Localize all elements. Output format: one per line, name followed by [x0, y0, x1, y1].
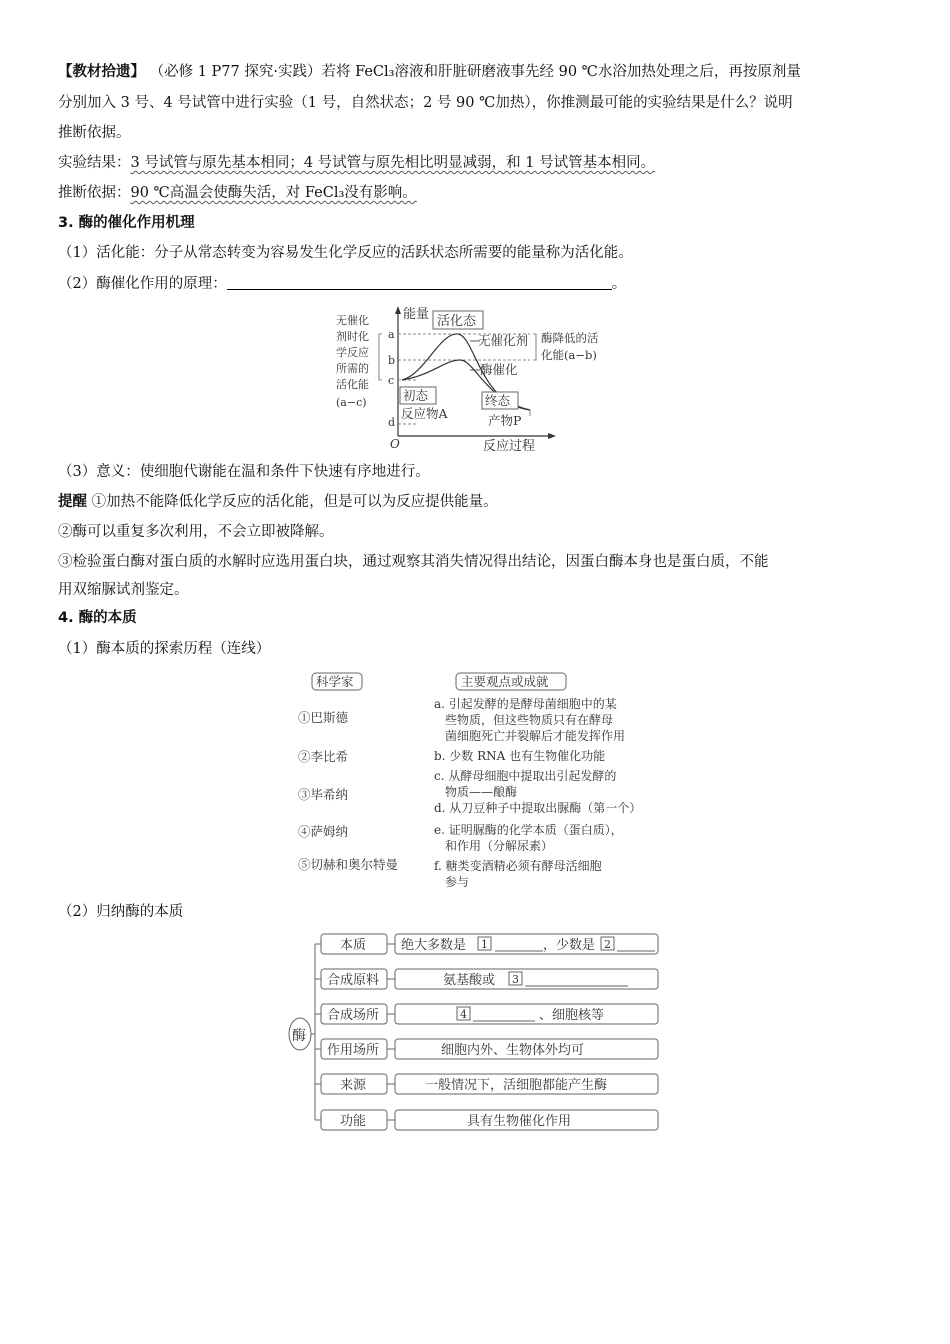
significance-line: （3）意义：使细胞代谢能在温和条件下快速有序地进行。 [58, 464, 430, 480]
textbook-note-text1: （必修 1 P77 探究·实践）若将 FeCl₃溶液和肝脏研磨液事先经 90 ℃水浴加热处理之后，再按原剂量 [149, 64, 801, 80]
scientist-list [298, 710, 399, 872]
scientist-sumner: ④萨姆纳 [298, 824, 349, 839]
left-note: 无催化 剂时化 学反应 所需的 活化能 (a−c) [336, 314, 369, 409]
activated-state-label: 活化态 [437, 314, 477, 329]
blank-number-1: 1 [481, 938, 488, 951]
nature-label-source: 来源 [340, 1078, 367, 1093]
action-site-text: 细胞内外、生物体外均可 [441, 1043, 585, 1058]
tip-line4: 用双缩脲试剂鉴定。 [58, 582, 189, 598]
nature-label-function: 功能 [340, 1114, 367, 1129]
level-b: b [388, 354, 396, 367]
achievement-header: 主要观点或成就 [461, 674, 549, 689]
basis-label: 推断依据： [58, 185, 131, 201]
section3-title: 3. 酶的催化作用机理 [58, 215, 195, 231]
result-text: 3 号试管与原先基本相同；4 号试管与原先相比明显减弱，和 1 号试管基本相同。 [130, 155, 656, 171]
scientist-pasteur: ①巴斯德 [298, 710, 349, 725]
result-label: 实验结果： [58, 155, 131, 171]
level-a: a [388, 328, 395, 341]
tip-line2: ②酶可以重复多次利用，不会立即被降解。 [58, 524, 334, 540]
inference-basis [58, 183, 892, 203]
scientist-matching-table [290, 668, 670, 900]
enzyme-root-label: 酶 [292, 1028, 306, 1044]
tip-label: 提醒 [58, 494, 87, 510]
activation-energy-diagram [330, 304, 599, 454]
section4-title: 4. 酶的本质 [58, 610, 137, 626]
textbook-note-line3: 推断依据。 [58, 125, 131, 141]
nature-labels [321, 934, 387, 1130]
textbook-note-line1 [58, 62, 892, 82]
svg-text:本质 合成原料 合成场所 作用场所 [327, 937, 383, 1129]
raw-material-text: 氨基酸或 [443, 973, 496, 988]
textbook-note-label: 【教材拾遗】 [58, 64, 145, 80]
initial-state-label: 初态 [403, 388, 429, 403]
blank-number-2: 2 [604, 938, 611, 951]
scientist-header: 科学家 [316, 674, 354, 689]
nature-label-raw-material: 合成原料 [327, 973, 380, 988]
synthesis-site-text: 、细胞核等 [539, 1008, 605, 1023]
right-note: 酶降低的活 化能(a−b) [541, 331, 599, 362]
level-d: d [388, 416, 396, 429]
scientist-liebig: ②李比希 [298, 749, 349, 764]
essence-text2: ，少数是 [543, 938, 596, 953]
enzyme-principle-line: （2）酶催化作用的原理： 。 [58, 276, 627, 292]
reactant-label: 反应物A [401, 406, 448, 421]
enzyme-nature-tree [285, 928, 665, 1136]
product-label: 产物P [488, 413, 522, 428]
nature-label-action-site: 作用场所 [327, 1043, 380, 1058]
nature-label-essence: 本质 [340, 938, 367, 953]
tip-line1 [58, 492, 892, 512]
level-c: c [388, 374, 395, 387]
enzyme-label: 酶催化 [480, 362, 518, 377]
function-text: 具有生物催化作用 [467, 1114, 572, 1129]
scientist-buchner: ③毕希纳 [298, 787, 349, 802]
source-text: 一般情况下，活细胞都能产生酶 [425, 1078, 608, 1093]
activation-energy-def: （1）活化能：分子从常态转变为容易发生化学反应的活跃状态所需要的能量称为活化能。 [58, 245, 633, 261]
y-axis-label: 能量 [403, 307, 430, 322]
no-catalyst-label: 无催化剂 [478, 333, 529, 348]
nature-label-synthesis-site: 合成场所 [327, 1008, 380, 1023]
tip-line3: ③检验蛋白酶对蛋白质的水解时应选用蛋白块，通过观察其消失情况得出结论，因蛋白酶本身也是蛋白质，不能 [58, 554, 769, 570]
achievement-list: a. 引起发酵的是酵母菌细胞中的某 些物质，但这些物质只有在酵母 菌细胞死亡并裂解后才能发挥作用 b. 少数 RNA 也有生物催化功能 c. 从酵母细胞中提取出引起发酵的 物质——酿酶 d. 从刀豆种子中提取出脲酶（第一个） e. 证明脲酶的化学本质（蛋白质）， 和作用（分解尿素） f. 糖类变酒精必须有酵母活细胞 参与 [434, 697, 642, 889]
textbook-note-line2: 分别加入 3 号、4 号试管中进行实验（1 号，自然状态；2 号 90 ℃加热），你推测最可能的实验结果是什么？说明 [58, 95, 793, 111]
final-state-label: 终态 [485, 393, 511, 408]
essence-text1: 绝大多数是 [401, 938, 467, 953]
basis-text: 90 ℃高温会使酶失活，对 FeCl₃没有影响。 [130, 185, 417, 201]
x-axis-label: 反应过程 [483, 439, 536, 454]
blank-number-4: 4 [460, 1008, 467, 1021]
blank-number-3: 3 [512, 973, 519, 986]
tip-1: ①加热不能降低化学反应的活化能，但是可以为反应提供能量。 [91, 494, 498, 510]
scientist-cech-altman: ⑤切赫和奥尔特曼 [298, 857, 399, 872]
origin-label: O [390, 437, 400, 451]
principle-label: （2）酶催化作用的原理： [58, 276, 227, 292]
exploration-history-title: （1）酶本质的探索历程（连线） [58, 641, 271, 657]
summary-title: （2）归纳酶的本质 [58, 904, 184, 920]
experiment-result [58, 153, 892, 173]
principle-blank[interactable] [227, 274, 612, 290]
